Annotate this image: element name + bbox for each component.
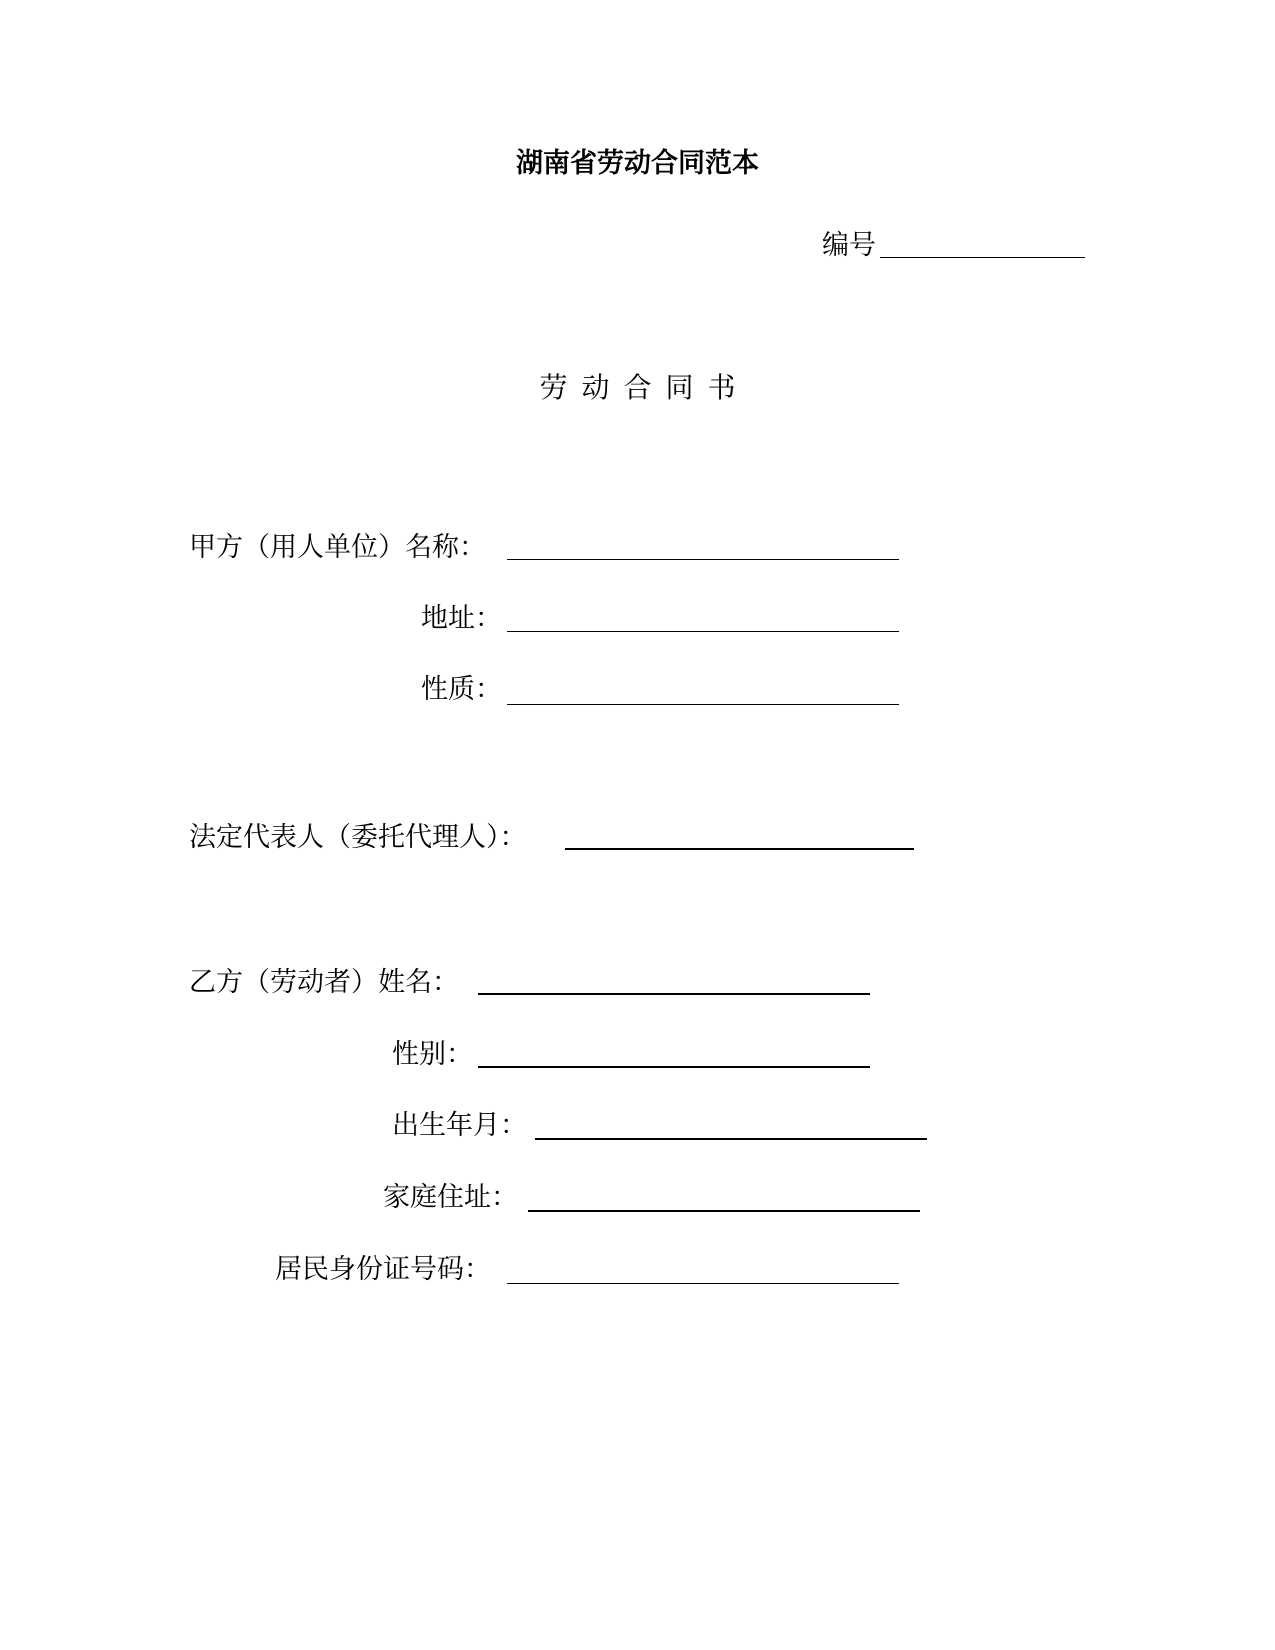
party-b-id-number-label: 居民身份证号码： — [275, 1254, 491, 1285]
representative-blank[interactable] — [565, 848, 914, 850]
contract-number-blank[interactable] — [880, 257, 1085, 258]
party-a-name-blank[interactable] — [507, 559, 899, 560]
contract-number-label: 编号 — [822, 230, 876, 261]
party-b-name-label: 乙方（劳动者）姓名： — [189, 967, 459, 998]
party-a-nature-label: 性质： — [421, 674, 502, 705]
party-b-home-address-blank[interactable] — [528, 1210, 920, 1212]
party-a-address-blank[interactable] — [507, 631, 899, 632]
representative-label: 法定代表人（委托代理人）： — [189, 822, 527, 853]
party-a-address-label: 地址： — [421, 603, 502, 634]
party-b-name-blank[interactable] — [478, 993, 870, 995]
party-b-home-address-label: 家庭住址： — [383, 1182, 518, 1213]
party-b-gender-blank[interactable] — [478, 1066, 870, 1068]
party-b-birth-label: 出生年月： — [392, 1110, 527, 1141]
party-b-gender-label: 性别： — [392, 1039, 473, 1070]
party-a-name-label: 甲方（用人单位）名称： — [189, 532, 486, 563]
party-b-id-number-blank[interactable] — [507, 1283, 899, 1284]
document-title: 湖南省劳动合同范本 — [516, 148, 759, 179]
document-subtitle: 劳动合同书 — [539, 371, 750, 404]
party-b-birth-blank[interactable] — [535, 1138, 927, 1140]
party-a-nature-blank[interactable] — [507, 704, 899, 705]
